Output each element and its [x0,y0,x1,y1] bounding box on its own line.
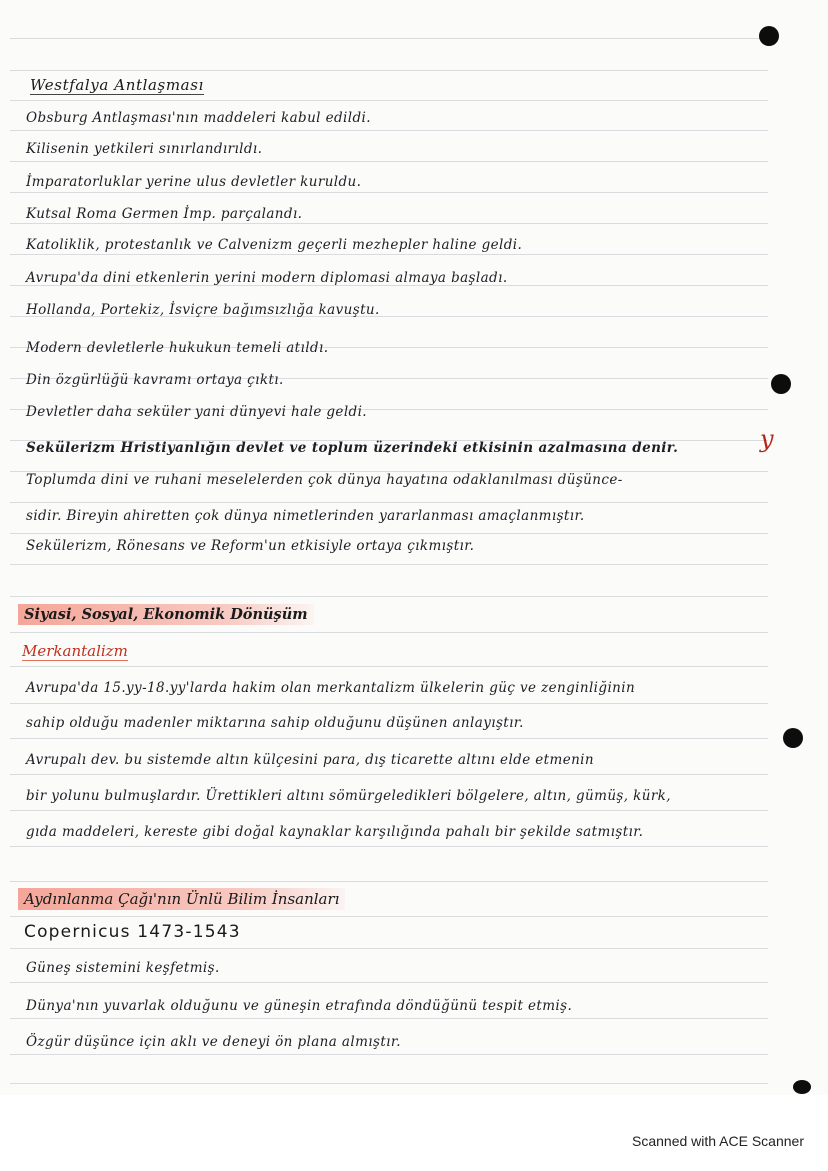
section-title-aydinlanma: Aydınlanma Çağı'nın Ünlü Bilim İnsanları [18,888,345,910]
note-line: Özgür düşünce için aklı ve deneyi ön plana almıştır. [26,1034,401,1050]
note-line: sahip olduğu madenler miktarına sahip olduğunu düşünen anlayıştır. [26,715,524,731]
note-line: Güneş sistemini keşfetmiş. [26,960,220,976]
ruled-line [10,223,768,224]
note-line: sidir. Bireyin ahiretten çok dünya nimetlerinden yararlanması amaçlanmıştır. [26,508,585,524]
ruled-line [10,1054,768,1055]
note-line: Avrupa'da 15.yy-18.yy'larda hakim olan merkantalizm ülkelerin güç ve zenginliğinin [26,680,636,696]
note-line: Sekülerizm, Rönesans ve Reform'un etkisiyle ortaya çıkmıştır. [26,538,475,554]
note-line: Devletler daha seküler yani dünyevi hale geldi. [26,404,367,420]
ruled-line [10,1018,768,1019]
note-line: Obsburg Antlaşması'nın maddeleri kabul edildi. [26,110,371,126]
ruled-line [10,100,768,101]
ruled-line [10,192,768,193]
ruled-line [10,666,768,667]
note-line: Din özgürlüğü kavramı ortaya çıktı. [26,372,284,388]
ruled-line [10,810,768,811]
note-line: gıda maddeleri, kereste gibi doğal kaynaklar karşılığında pahalı bir şekilde satmıştır. [26,824,644,840]
ruled-line [10,703,768,704]
scientist-heading: Copernicus 1473-1543 [24,922,241,942]
ruled-line [10,564,768,565]
note-line: Katoliklik, protestanlık ve Calvenizm geçerli mezhepler haline geldi. [26,237,523,253]
section-title-donusum: Siyasi, Sosyal, Ekonomik Dönüşüm [18,604,314,625]
ruled-line [10,254,768,255]
subsection-title-merkantalizm: Merkantalizm [22,642,128,660]
note-line: Toplumda dini ve ruhani meselelerden çok dünya hayatına odaklanılması düşünce- [26,472,623,488]
note-line: Dünya'nın yuvarlak olduğunu ve güneşin etrafında döndüğünü tespit etmiş. [26,998,573,1014]
ruled-line [10,70,768,71]
note-line: bir yolunu bulmuşlardır. Ürettikleri altını sömürgeledikleri bölgelere, altın, gümüş, kürk, [26,788,671,804]
note-line: Avrupalı dev. bu sistemde altın külçesini para, dış ticarette altını elde etmenin [26,752,594,768]
ruled-line [10,982,768,983]
scanner-watermark: Scanned with ACE Scanner [632,1133,804,1149]
ruled-line [10,130,768,131]
binder-hole [793,1080,811,1094]
binder-hole [759,26,779,46]
ruled-line [10,596,768,597]
note-line: İmparatorluklar yerine ulus devletler kuruldu. [26,174,362,190]
ruled-line [10,738,768,739]
ruled-line [10,916,768,917]
ruled-line [10,502,768,503]
binder-hole [771,374,791,394]
ruled-line [10,881,768,882]
ruled-line [10,533,768,534]
note-line: Avrupa'da dini etkenlerin yerini modern diplomasi almaya başladı. [26,270,508,286]
section-title-westfalya: Westfalya Antlaşması [30,76,204,94]
note-line: Kilisenin yetkileri sınırlandırıldı. [26,141,263,157]
ruled-line [10,1083,768,1084]
ruled-line [10,38,768,39]
note-line: Modern devletlerle hukukun temeli atıldı. [26,340,329,356]
ruled-line [10,948,768,949]
ruled-line [10,161,768,162]
ruled-line [10,846,768,847]
binder-hole [783,728,803,748]
margin-mark: y [760,425,774,453]
note-line: Kutsal Roma Germen İmp. parçalandı. [26,206,303,222]
note-line: Hollanda, Portekiz, İsviçre bağımsızlığa kavuştu. [26,302,380,318]
note-line-definition: Sekülerizm Hristiyanlığın devlet ve toplum üzerindeki etkisinin azalmasına denir. [26,440,679,456]
ruled-line [10,632,768,633]
ruled-line [10,774,768,775]
